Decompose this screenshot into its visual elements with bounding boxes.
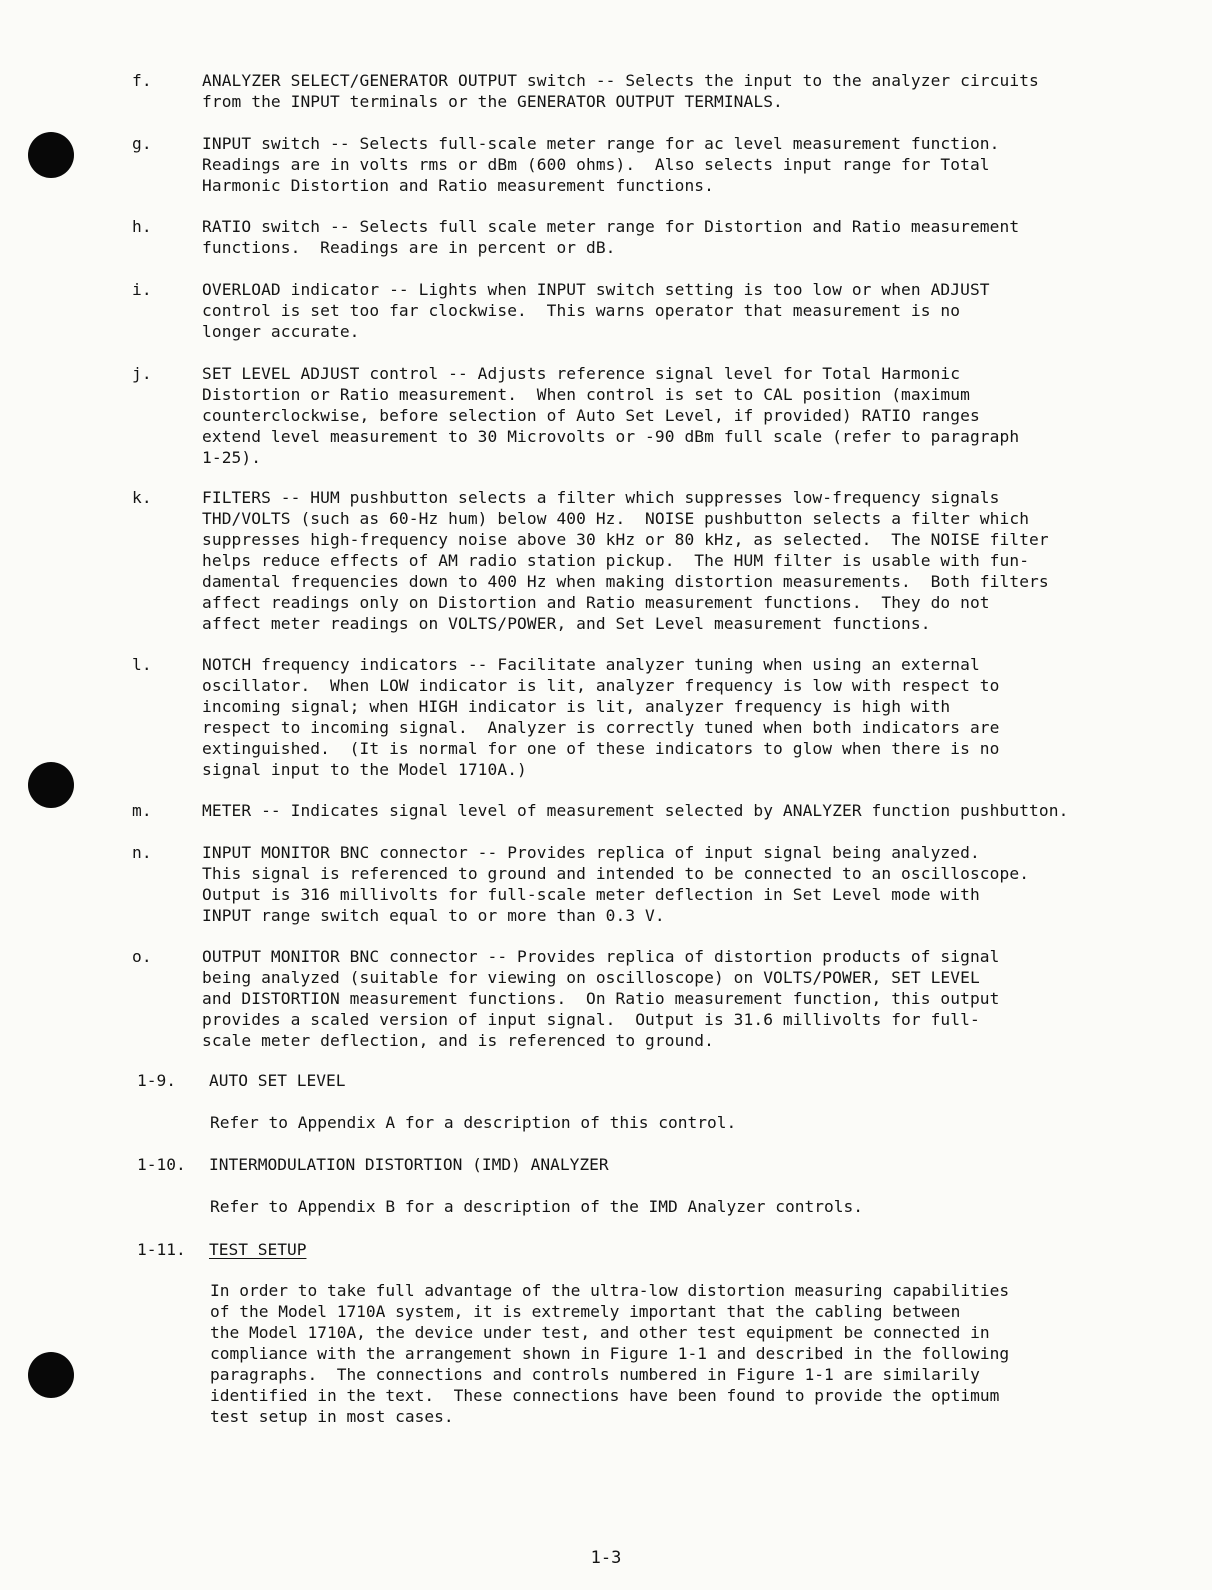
section-1-11: [137, 1239, 1097, 1260]
item-letter: f.: [132, 71, 152, 90]
item-letter: j.: [132, 364, 152, 383]
item-text: RATIO switch -- Selects full scale meter range for Distortion and Ratio measurement functions. Readings are in percent or dB.: [202, 217, 1020, 257]
section-paragraph: Refer to Appendix A for a description of this control.: [210, 1113, 737, 1132]
item-i: [132, 279, 1112, 342]
item-text: METER -- Indicates signal level of measurement selected by ANALYZER function pushbutton.: [202, 801, 1069, 820]
item-letter: k.: [132, 488, 152, 507]
section-1-10: [137, 1154, 1097, 1175]
binder-hole-middle: [28, 762, 74, 808]
item-text: INPUT switch -- Selects full-scale meter range for ac level measurement function. Readings are in volts rms or dBm (600 ohms). Also selects input range for Total Harmonic Distortion and Ratio measurement functions.: [202, 134, 1000, 195]
item-text: SET LEVEL ADJUST control -- Adjusts reference signal level for Total Harmonic Distortion or Ratio measurement. When control is set to CAL position (maximum counterclockwise, before selection of Auto Set Level, if provided) RATIO ranges extend level measurement to 30 Microvolts or -90 dBm full scale (refer to paragraph 1-25).: [202, 364, 1020, 467]
section-paragraph: Refer to Appendix B for a description of the IMD Analyzer controls.: [210, 1197, 863, 1216]
section-number: 1-10.: [137, 1155, 186, 1174]
section-paragraph: In order to take full advantage of the ultra-low distortion measuring capabilities of the Model 1710A system, it is extremely important that the cabling between the Model 1710A, the device under test, and other test equipment be connected in compliance with the arrangement shown in Figure 1-1 and described in the following paragraphs. The connections and controls numbered in Figure 1-1 are similarily identified in the text. These connections have been found to provide the optimum test setup in most cases.: [210, 1281, 1010, 1426]
item-j: [132, 363, 1112, 468]
item-letter: l.: [132, 655, 152, 674]
item-letter: m.: [132, 801, 152, 820]
binder-hole-bottom: [28, 1352, 74, 1398]
section-1-9: [137, 1070, 1097, 1091]
item-k: [132, 487, 1112, 634]
item-m: [132, 800, 1112, 821]
item-l: [132, 654, 1112, 780]
item-letter: g.: [132, 134, 152, 153]
item-letter: i.: [132, 280, 152, 299]
section-title: TEST SETUP: [209, 1240, 307, 1259]
page-number: 1-3: [590, 1548, 622, 1568]
item-h: [132, 216, 1112, 258]
item-text: ANALYZER SELECT/GENERATOR OUTPUT switch -- Selects the input to the analyzer circuits from the INPUT terminals or the GENERATOR OUTPUT TERMINALS.: [202, 71, 1039, 111]
item-g: [132, 133, 1112, 196]
section-title: INTERMODULATION DISTORTION (IMD) ANALYZER: [209, 1155, 609, 1174]
item-text: OUTPUT MONITOR BNC connector -- Provides replica of distortion products of signal being analyzed (suitable for viewing on oscilloscope) on VOLTS/POWER, SET LEVEL and DISTORTION measurement functions. On Ratio measurement function, this output provides a scaled version of input signal. Output is 31.6 millivolts for full- scale meter deflection, and is referenced to ground.: [202, 947, 1000, 1050]
item-letter: o.: [132, 947, 152, 966]
item-o: [132, 946, 1112, 1051]
item-text: OVERLOAD indicator -- Lights when INPUT switch setting is too low or when ADJUST control is set too far clockwise. This warns operator that measurement is no longer accurate.: [202, 280, 990, 341]
section-number: 1-11.: [137, 1240, 186, 1259]
item-letter: h.: [132, 217, 152, 236]
section-number: 1-9.: [137, 1071, 176, 1090]
section-title: AUTO SET LEVEL: [209, 1071, 346, 1090]
item-f: [132, 70, 1112, 112]
item-text: INPUT MONITOR BNC connector -- Provides replica of input signal being analyzed. This signal is referenced to ground and intended to be connected to an oscilloscope. Output is 316 millivolts for full-scale meter deflection in Set Level mode with INPUT range switch equal to or more than 0.3 V.: [202, 843, 1030, 925]
item-letter: n.: [132, 843, 152, 862]
item-text: NOTCH frequency indicators -- Facilitate analyzer tuning when using an external oscillator. When LOW indicator is lit, analyzer frequency is low with respect to incoming signal; when HIGH indicator is lit, analyzer frequency is high with respect to incoming signal. Analyzer is correctly tuned when both indicators are extinguished. (It is normal for one of these indicators to glow when there is no signal input to the Model 1710A.): [202, 655, 1000, 779]
item-n: [132, 842, 1112, 926]
item-text: FILTERS -- HUM pushbutton selects a filter which suppresses low-frequency signals THD/VOLTS (such as 60-Hz hum) below 400 Hz. NOISE pushbutton selects a filter which suppresses high-frequency noise above 30 kHz or 80 kHz, as selected. The NOISE filter helps reduce effects of AM radio station pickup. The HUM filter is usable with fun- damental frequencies down to 400 Hz when making distortion measurements. Both filters affect readings only on Distortion and Ratio measurement functions. They do not affect meter readings on VOLTS/POWER, and Set Level measurement functions.: [202, 488, 1049, 633]
binder-hole-top: [28, 132, 74, 178]
